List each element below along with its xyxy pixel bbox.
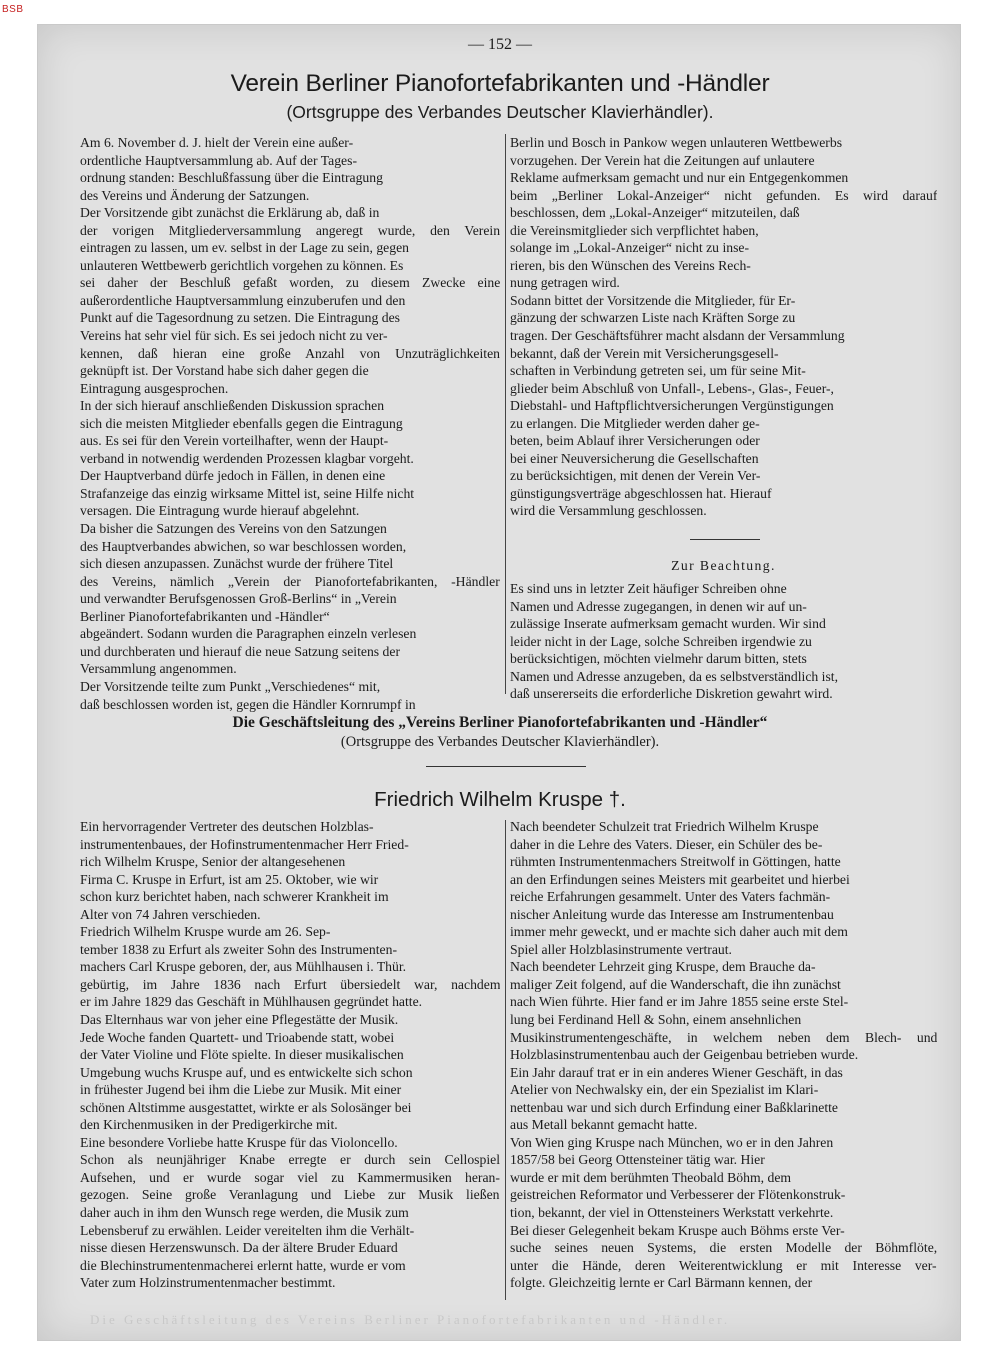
text-line: Eintragung ausgesprochen. [80,380,229,396]
text-line: Am 6. November d. J. hielt der Verein eine außer- [80,135,354,150]
section-divider [690,539,760,540]
text-line: geistreichen Reformator und Verbesserer der Flötenkonstruk- [510,1187,846,1203]
text-line: wird die Versammlung geschlossen. [510,503,707,519]
text-line: Das Elternhaus war von jeher eine Pflegestätte der Musik. [80,1012,399,1028]
text-line: Aufsehen, und er wurde sogar viel zu Kammermusiken heran- [80,1169,500,1185]
text-line: Holzblasinstrumentenbau auch der Geigenbau betrieben wurde. [510,1047,859,1063]
text-line: Es sind uns in letzter Zeit häufiger Schreiben ohne [510,581,787,596]
text-line: Der Hauptverband dürfe jedoch in Fällen, in denen eine [80,468,386,484]
signature-subline: (Ortsgruppe des Verbandes Deutscher Klavierhändler). [340,734,660,750]
text-line: Firma C. Kruspe in Erfurt, ist am 25. Oktober, wie wir [80,871,379,887]
text-line: Diebstahl- und Haftpflichtversicherungen Vergünstigungen [510,398,834,414]
text-line: Namen und Adresse zugegangen, in denen wir auf un- [510,598,807,614]
column-divider [505,820,506,1300]
text-line: berücksichtigen, möchten vielmehr darum bitten, stets [510,651,807,667]
text-line: rieren, bis den Wünschen des Vereins Rech- [510,257,751,273]
text-line: Reklame aufmerksam gemacht und nur ein Entgegenkommen [510,170,849,186]
text-line: er im Jahre 1829 das Geschäft in Mühlhausen gegründet hatte. [80,994,423,1010]
text-line: Sodann bittet der Vorsitzende die Mitglieder, für Er- [510,292,796,308]
article-divider [426,766,586,767]
text-line: immer mehr geweckt, und er machte sich daher auch mit dem [510,924,848,940]
text-line: lung bei Ferdinand Hell & Sohn, einem ansehnlichen [510,1012,802,1028]
text-line: der Vater Violine und Flöte spielte. In dieser musikalischen [80,1047,404,1063]
text-line: Der Vorsitzende gibt zunächst die Erklärung ab, daß in [80,205,380,221]
text-line: instrumentenbaues, der Hofinstrumentenmacher Herr Fried- [80,836,409,852]
text-line: solange im „Lokal-Anzeiger“ nicht zu inse- [510,240,750,256]
text-line: sei daher der Beschluß gefaßt worden, zu diesem Zwecke eine [80,275,500,291]
text-line: verband in notwendig werdenden Prozessen klagbar vorgeht. [80,450,414,466]
text-line: Schon als neunjähriger Knabe erregte er durch sein Cellospiel [80,1152,500,1168]
text-line: bei einer Neuversicherung die Gesellschaften [510,450,759,466]
text-line: nisse diesen Herzenswunsch. Da der ältere Bruder Eduard [80,1240,398,1256]
text-line: Jede Woche fanden Quartett- und Trioabende statt, wobei [80,1029,395,1045]
text-line: Ein hervorragender Vertreter des deutschen Holzblas- [80,819,374,834]
text-line: In der sich hierauf anschließenden Diskussion sprachen [80,398,385,414]
text-line: und durchberaten und hierauf die neue Satzung seitens der [80,643,401,659]
text-line: außerordentliche Hauptversammlung einzuberufen und den [80,292,406,308]
text-line: zulässige Inserate aufmerksam gemacht wurden. Wir sind [510,616,826,632]
text-line: tragen. Der Geschäftsführer macht alsdann der Versammlung [510,328,845,344]
text-line: Musikinstrumentengeschäfte, in welchem neben dem Blech- und [510,1029,937,1045]
text-line: Vereins hat sehr viel für sich. Es sei jedoch nicht zu ver- [80,328,388,344]
text-line: Lebensberuf zu erwählen. Leider vereitelten ihm die Verhält- [80,1222,415,1238]
text-line: Atelier von Nechwalsky ein, der ein Spezialist im Klari- [510,1082,819,1098]
text-line: leider nicht in der Lage, solche Schreiben irgendwie zu [510,633,812,649]
text-line: günstigungsverträge abgeschlossen hat. Hierauf [510,485,772,501]
text-line: Von Wien ging Kruspe nach München, wo er in den Jahren [510,1134,834,1150]
text-line: zu erlangen. Die Mitglieder werden daher ge- [510,415,760,431]
text-line: Eine besondere Vorliebe hatte Kruspe für das Violoncello. [80,1134,398,1150]
signature-line: Die Geschäftsleitung des „Vereins Berliner Pianofortefabrikanten und -Händler“ [232,714,768,731]
text-line: maliger Zeit folgend, auf die Wanderschaft, die ihn zunächst [510,976,841,992]
text-line: schönen Altstimme ausgestattet, wirkte er als Solosänger bei [80,1099,412,1115]
text-line: schaften in Verbindung getreten sei, um für seine Mit- [510,363,806,379]
text-line: Nach beendeter Schulzeit trat Friedrich Wilhelm Kruspe [510,819,819,834]
text-line: an den Erfindungen seines Meisters mit gearbeitet und hierbei [510,871,850,887]
text-line: nettenbau war und sich durch Erfindung einer Baßklarinette [510,1099,839,1115]
text-line: reiche Erfahrungen gesammelt. Unter des Vaters fachmän- [510,889,831,905]
text-line: 1857/58 bei Georg Ottensteiner tätig war. Hier [510,1152,765,1168]
text-line: Der Vorsitzende teilte zum Punkt „Verschiedenes“ mit, [80,678,381,694]
text-line: beten, beim Ablauf ihrer Versicherungen oder [510,433,760,449]
text-line: kennen, daß hieran eine große Anzahl von Unzuträglichkeiten [80,345,500,361]
text-line: machers Carl Kruspe geboren, der, aus Mühlhausen i. Thür. [80,959,407,975]
text-line: Versammlung angenommen. [80,661,237,677]
text-line: der vorigen Mitgliederversammlung angeregt wurde, den Verein [80,222,500,238]
text-line: Umgebung wuchs Kruspe auf, und es entwickelte sich schon [80,1064,413,1080]
text-line: Ein Jahr darauf trat er in ein anderes Wiener Geschäft, in das [510,1064,843,1080]
text-line: nung getragen wird. [510,275,620,291]
text-line: Friedrich Wilhelm Kruspe wurde am 26. Sep- [80,924,331,940]
text-line: rich Wilhelm Kruspe, Senior der altangesehenen [80,854,346,870]
text-line: in frühester Jugend bei ihm die Liebe zur Musik. Mit einer [80,1082,402,1098]
text-line: tember 1838 zu Erfurt als zweiter Sohn des Instrumenten- [80,941,397,957]
text-line: unlauteren Wettbewerb gerichtlich vorgehen zu können. Es [80,257,404,273]
text-line: Berliner Pianofortefabrikanten und -Händler“ [80,608,330,624]
text-line: eintragen zu lassen, um ev. selbst in der Lage zu sein, gegen [80,240,410,256]
text-line: tion, bekannt, der viel in Ottensteiners Werkstatt verkehrte. [510,1205,834,1221]
text-line: daß unsererseits die erforderliche Diskretion gewahrt wird. [510,686,833,702]
text-line: geknüpft ist. Der Vorstand habe sich daher gegen die [80,363,369,379]
text-line: bekannt, daß der Verein mit Versicherungsgesell- [510,345,779,361]
page-number: — 152 — [468,36,532,53]
text-line: glieder beim Abschluß von Unfall-, Lebens-, Glas-, Feuer-, [510,380,834,396]
article2-right-column [510,818,937,1292]
text-line: des Hauptverbandes abwichen, so war beschlossen worden, [80,538,407,554]
article2-left-column [80,818,500,1292]
text-line: wurde er mit dem berühmten Theobald Böhm, dem [510,1169,792,1185]
text-line: zu berücksichtigen, mit denen der Verein Ver- [510,468,761,484]
text-line: nischer Anleitung wurde das Interesse am Instrumentenbau [510,906,834,922]
text-line: und verwandter Berufsgenossen Groß-Berlins“ in „Verein [80,591,397,607]
text-line: nach Wien führte. Hier fand er im Jahre 1855 seine erste Stel- [510,994,849,1010]
text-line: gänzung der schwarzen Liste nach Kräften Sorge zu [510,310,796,326]
text-line: versagen. Die Eintragung wurde hierauf abgelehnt. [80,503,360,519]
text-line: suche seines neuen Systems, die ersten Modelle der Böhmflöte, [510,1240,937,1256]
notice-title: Zur Beachtung. [671,558,776,573]
text-line: daher in die Lehre des Vaters. Dieser, ein Schüler des be- [510,836,823,852]
text-line: Namen und Adresse anzugeben, da es selbstverständlich ist, [510,668,839,684]
text-line: vorzugehen. Der Verein hat die Zeitungen auf unlautere [510,152,815,168]
column-divider [505,134,506,694]
article-subtitle: (Ortsgruppe des Verbandes Deutscher Klavierhändler). [286,102,714,122]
text-line: des Vereins, nämlich „Verein der Pianofortefabrikanten, -Händler [80,573,500,589]
bleed-through-text: Die Geschäftsleitung des Vereins Berliner Pianofortefabrikanten und -Händler. [90,1312,731,1327]
text-line: rühmten Instrumentenmachers Streitwolf in Göttingen, hatte [510,854,841,870]
text-line: Da bisher die Satzungen des Vereins von den Satzungen [80,521,387,537]
text-line: gebürtig, im Jahre 1836 nach Erfurt übersiedelt war, nachdem [80,976,500,992]
text-line: aus Metall bekannt gemacht hatte. [510,1117,698,1133]
text-line: Vater zum Holzinstrumentenmacher bestimmt. [80,1275,336,1291]
text-line: unter die Hände, deren Weiterentwicklung er mit Interesse ver- [510,1257,937,1273]
text-line: Strafanzeige das einzig wirksame Mittel ist, seine Hilfe nicht [80,485,415,501]
article1-left-column [80,134,500,713]
notice-body [510,580,937,703]
text-line: Nach beendeter Lehrzeit ging Kruspe, dem Brauche da- [510,959,816,975]
text-line: abgeändert. Sodann wurden die Paragraphen einzeln verlesen [80,626,417,642]
text-line: Alter von 74 Jahren verschieden. [80,906,261,922]
text-line: daher auch in ihm den Wunsch rege werden, die Musik zum [80,1205,409,1221]
library-watermark: BSB [2,4,24,15]
text-line: sich die meisten Mitglieder ebenfalls gegen die Eintragung [80,415,403,431]
text-line: ordentliche Hauptversammlung ab. Auf der Tages- [80,152,358,168]
text-line: beschlossen, dem „Lokal-Anzeiger“ mitzuteilen, daß [510,205,800,221]
text-line: die Vereinsmitglieder sich verpflichtet haben, [510,222,759,238]
text-line: Spiel aller Holzblasinstrumente vertraut. [510,941,732,957]
article-title: Verein Berliner Pianofortefabrikanten und -Händler [230,70,770,97]
text-line: aus. Es sei für den Verein vorteilhafter, wenn der Haupt- [80,433,389,449]
text-line: Bei dieser Gelegenheit bekam Kruspe auch Böhms erste Ver- [510,1222,845,1238]
text-line: die Blechinstrumentenmacherei erlernt hatte, wurde er vom [80,1257,406,1273]
article1-right-column [510,134,937,520]
text-line: sich diesen anzupassen. Zunächst wurde der frühere Titel [80,556,394,572]
text-line: schon kurz berichtet haben, nach schwerer Krankheit im [80,889,389,905]
text-line: gezogen. Seine große Veranlagung und Liebe zur Musik ließen [80,1187,500,1203]
text-line: folgte. Gleichzeitig lernte er Carl Bärmann kennen, der [510,1275,813,1291]
text-line: Punkt auf die Tagesordnung zu setzen. Die Eintragung des [80,310,400,326]
text-line: beim „Berliner Lokal-Anzeiger“ nicht gefunden. Es wird darauf [510,187,937,203]
text-line: Berlin und Bosch in Pankow wegen unlauteren Wettbewerbs [510,135,843,150]
text-line: den Kirchenmusiken in der Predigerkirche mit. [80,1117,338,1133]
text-line: ordnung standen: Beschlußfassung über die Eintragung [80,170,383,186]
obituary-title: Friedrich Wilhelm Kruspe †. [374,788,626,811]
text-line: des Vereins und Änderung der Satzungen. [80,187,310,203]
text-line: daß beschlossen worden ist, gegen die Händler Kornrumpf in [80,696,416,712]
